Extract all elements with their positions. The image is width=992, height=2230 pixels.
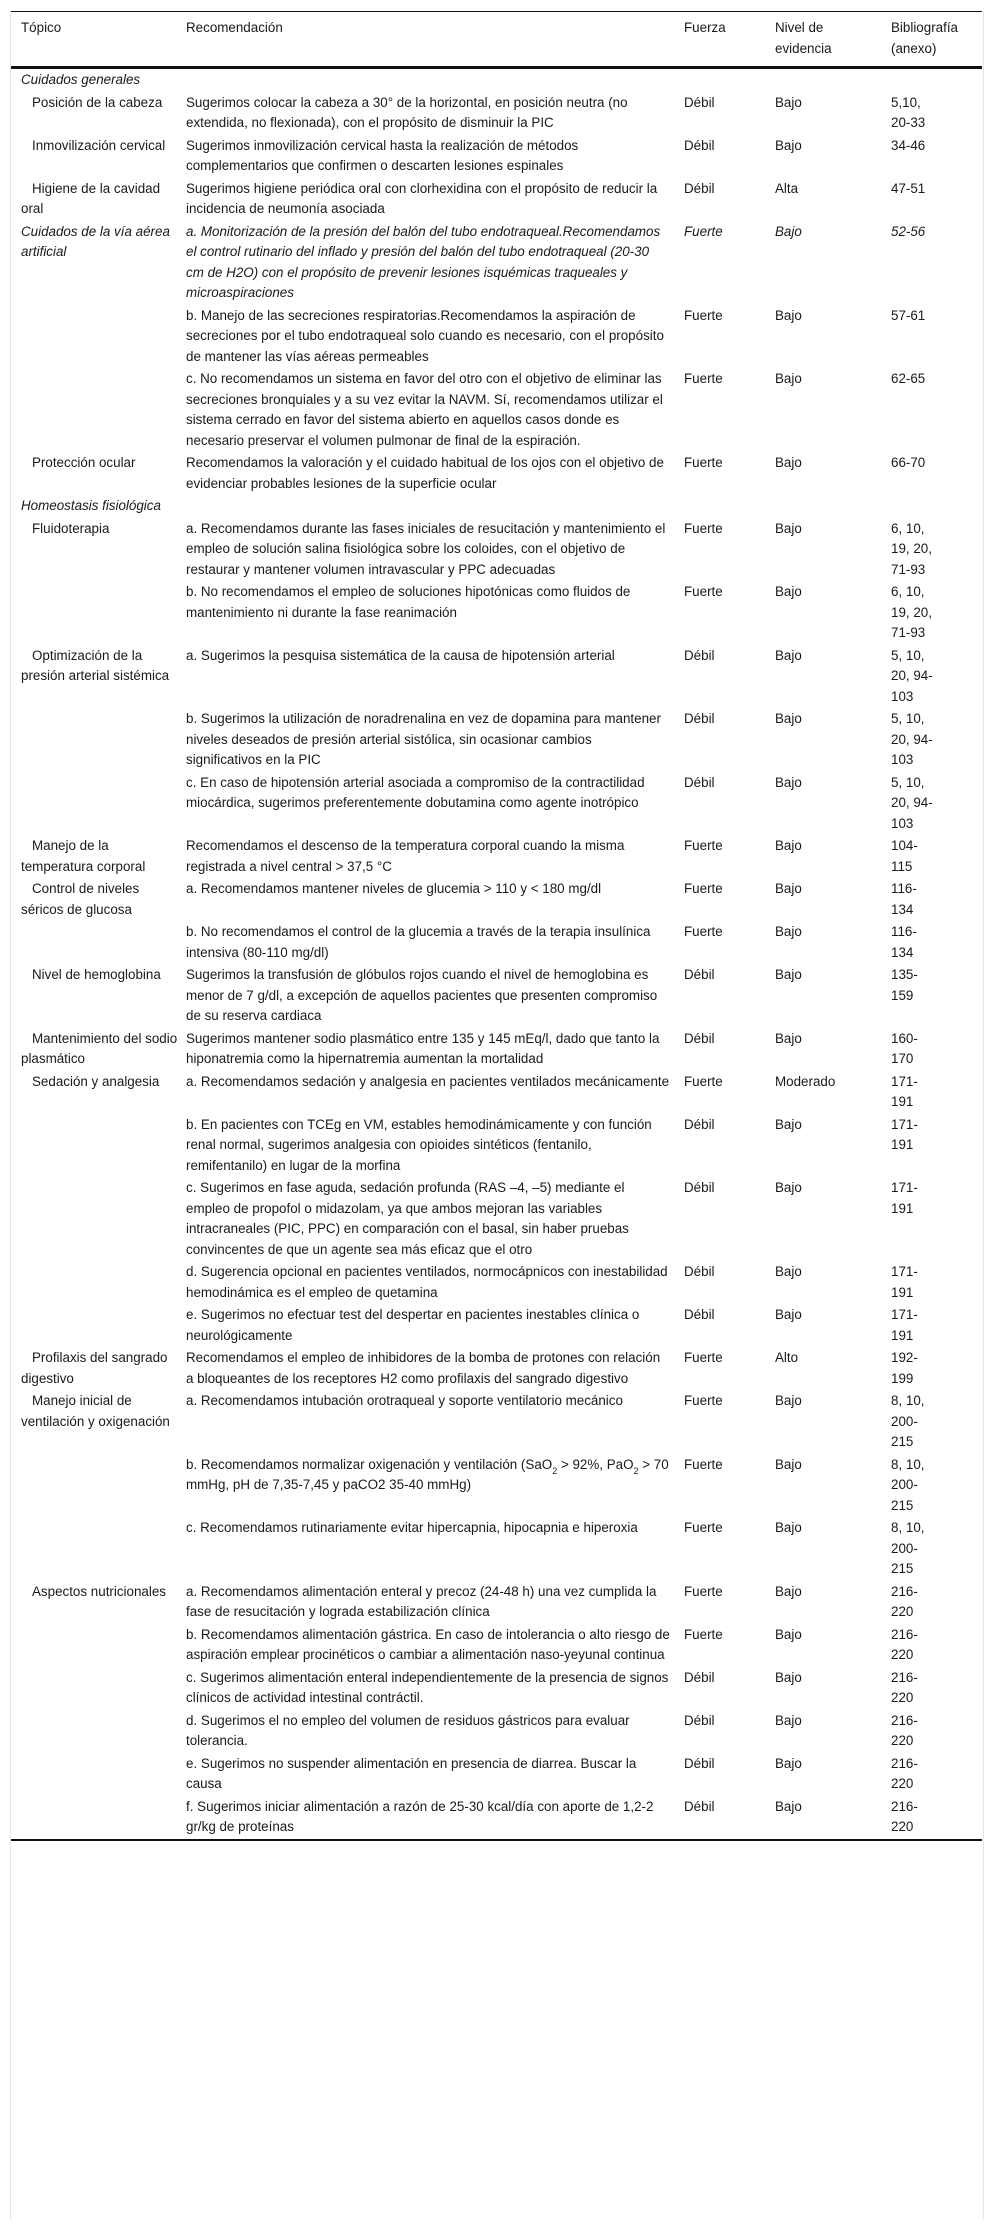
cell-recommendation (186, 1667, 684, 1710)
cell-recommendation (186, 964, 684, 1028)
cell-strength: Débil (684, 1264, 715, 1279)
cell-topic (11, 964, 186, 1028)
cell-evidence: Bajo (775, 1030, 802, 1046)
header-recommendation: Recomendación (186, 20, 283, 35)
cell-bibliography (891, 708, 982, 772)
table-row (11, 368, 982, 452)
cell-recommendation (186, 1114, 684, 1178)
bibliography-refs: 8, 10, 200-215 (891, 1520, 925, 1576)
recommendation-text: Sugerimos la transfusión de glóbulos rojos cuando el nivel de hemoglobina es menor de 7 g/dl, a excepción de aquellos pacientes que presenten compromiso de su reserva cardiaca (186, 967, 658, 1023)
cell-recommendation (186, 178, 684, 221)
cell-bibliography (891, 368, 982, 452)
section-title: Cuidados generales (21, 72, 141, 87)
table-row (11, 1390, 982, 1454)
topic-label: Aspectos nutricionales (32, 1583, 166, 1599)
bibliography-refs: 171-191 (891, 1264, 918, 1300)
cell-evidence: Bajo (775, 1180, 802, 1195)
cell-recommendation (186, 772, 684, 836)
recommendation-text: a. Recomendamos mantener niveles de glucemia > 110 y < 180 mg/dl (186, 881, 602, 896)
cell-evidence: Bajo (775, 223, 802, 239)
recommendation-text: Sugerimos colocar la cabeza a 30° de la horizontal, en posición neutra (no extendida, no flexionada), con el propósito de disminuir la PIC (186, 94, 628, 130)
table-row (11, 1667, 982, 1710)
cell-evidence: Bajo (775, 584, 802, 599)
table-row (11, 452, 982, 495)
cell-topic (11, 772, 186, 836)
cell-recommendation (186, 835, 684, 878)
table-body (11, 68, 982, 1840)
cell-bibliography (891, 1347, 982, 1390)
cell-bibliography (891, 1753, 982, 1796)
recommendation-text: c. En caso de hipotensión arterial asociada a compromiso de la contractilidad miocárdica, sugerimos preferentemente dobutamina como agente inotrópico (186, 774, 645, 810)
cell-recommendation (186, 1624, 684, 1667)
cell-recommendation (186, 1390, 684, 1454)
bibliography-refs: 171-191 (891, 1307, 918, 1343)
cell-strength: Fuerte (684, 455, 723, 470)
cell-strength: Fuerte (684, 1393, 723, 1408)
cell-bibliography (891, 1304, 982, 1347)
cell-strength: Fuerte (684, 838, 723, 853)
cell-evidence: Bajo (775, 1712, 802, 1728)
bibliography-refs: 8, 10, 200-215 (891, 1456, 925, 1513)
cell-topic (11, 452, 186, 495)
cell-bibliography (891, 645, 982, 709)
recommendation-text: c. Recomendamos rutinariamente evitar hipercapnia, hipocapnia e hiperoxia (186, 1520, 638, 1535)
recommendation-text: Sugerimos inmovilización cervical hasta la realización de métodos complementarios que confirmen o descarten lesiones espinales (186, 137, 579, 173)
bibliography-refs: 52-56 (891, 223, 926, 239)
recommendation-text: c. No recomendamos un sistema en favor del otro con el objetivo de eliminar las secreciones bronquiales y a su vez evitar la NAVM. Sí, recomendamos utilizar el sistema cerrado en favor del sistema abierto en aquellos casos donde es necesario preservar el volumen pulmonar de final de la espiración. (186, 371, 663, 448)
recommendation-text: b. Recomendamos normalizar oxigenación y ventilación (SaO$_2$ > 92%, PaO$_2$ > 70 mmHg, pH de 7,35-7,45 y paCO2 35-40 mmHg) (186, 1456, 669, 1492)
cell-bibliography (891, 518, 982, 582)
cell-bibliography (891, 1454, 982, 1518)
cell-bibliography (891, 1028, 982, 1071)
bibliography-refs: 160-170 (891, 1030, 918, 1066)
cell-evidence: Bajo (775, 967, 802, 982)
bibliography-refs: 216-220 (891, 1798, 918, 1834)
cell-topic (11, 1304, 186, 1347)
cell-recommendation (186, 135, 684, 178)
cell-bibliography (891, 1796, 982, 1840)
cell-strength: Fuerte (684, 1350, 723, 1365)
cell-topic (11, 495, 186, 518)
cell-evidence: Bajo (775, 1393, 802, 1408)
bibliography-refs: 171-191 (891, 1116, 918, 1152)
recommendation-text: a. Sugerimos la pesquisa sistemática de la causa de hipotensión arterial (186, 647, 615, 663)
section-row (11, 221, 982, 305)
topic-label: Manejo de la temperatura corporal (21, 838, 146, 874)
bibliography-refs: 47-51 (891, 180, 926, 196)
table-row (11, 772, 982, 836)
cell-evidence: Bajo (775, 1755, 802, 1771)
table-row (11, 708, 982, 772)
cell-recommendation (186, 708, 684, 772)
cell-recommendation (186, 1581, 684, 1624)
cell-bibliography (891, 135, 982, 178)
bibliography-refs: 104-115 (891, 838, 918, 874)
bibliography-refs: 116-134 (891, 881, 917, 917)
header-evidence (775, 12, 891, 68)
cell-topic (11, 645, 186, 709)
cell-evidence: Bajo (775, 647, 802, 663)
recommendation-text: a. Recomendamos alimentación enteral y precoz (24-48 h) una vez cumplida la fase de resucitación y lograda estabilización clínica (186, 1583, 657, 1619)
cell-strength: Débil (684, 180, 715, 196)
cell-bibliography (891, 1667, 982, 1710)
cell-topic (11, 1796, 186, 1840)
table-row (11, 1710, 982, 1753)
topic-label: Nivel de hemoglobina (32, 967, 161, 982)
recommendation-text: Recomendamos el descenso de la temperatura corporal cuando la misma registrada a nivel central > 37,5 °C (186, 838, 625, 874)
cell-topic (11, 708, 186, 772)
cell-strength: Fuerte (684, 1073, 723, 1089)
cell-strength: Fuerte (684, 924, 723, 939)
cell-recommendation (186, 1517, 684, 1581)
table-row (11, 305, 982, 369)
recommendation-text: c. Sugerimos alimentación enteral independientemente de la presencia de signos clínicos de actividad intestinal contráctil. (186, 1669, 669, 1705)
cell-evidence: Bajo (775, 94, 802, 110)
cell-evidence: Bajo (775, 838, 802, 853)
cell-strength: Fuerte (684, 307, 723, 323)
cell-strength: Fuerte (684, 1520, 723, 1535)
bibliography-refs: 57-61 (891, 307, 926, 323)
cell-bibliography (891, 178, 982, 221)
recommendation-text: b. No recomendamos el empleo de soluciones hipotónicas como fluidos de mantenimiento ni durante la fase reanimación (186, 584, 631, 620)
cell-evidence: Bajo (775, 1307, 802, 1322)
cell-topic (11, 368, 186, 452)
cell-bibliography (891, 1261, 982, 1304)
cell-strength: Débil (684, 1030, 715, 1046)
cell-topic (11, 1667, 186, 1710)
bibliography-refs: 8, 10, 200-215 (891, 1393, 925, 1449)
cell-topic (11, 305, 186, 369)
table-row (11, 964, 982, 1028)
recommendation-text: b. En pacientes con TCEg en VM, estables hemodinámicamente y con función renal normal, sugerimos analgesia con opioides sintéticos (fentanilo, remifentanilo) en lugar de la morfina (186, 1116, 652, 1173)
cell-strength (684, 68, 775, 92)
cell-bibliography (891, 921, 982, 964)
cell-strength (684, 495, 775, 518)
cell-recommendation (186, 878, 684, 921)
cell-recommendation (186, 368, 684, 452)
cell-bibliography (891, 1517, 982, 1581)
table-row (11, 921, 982, 964)
table-row (11, 518, 982, 582)
table-row (11, 1114, 982, 1178)
cell-evidence (775, 495, 891, 518)
topic-label: Inmovilización cervical (32, 137, 166, 153)
recommendation-text: d. Sugerencia opcional en pacientes ventilados, normocápnicos con inestabilidad hemodinámica es el empleo de quetamina (186, 1264, 668, 1300)
table-header (11, 12, 982, 68)
cell-recommendation (186, 581, 684, 645)
header-strength: Fuerza (684, 20, 726, 35)
table-row (11, 1071, 982, 1114)
cell-strength: Débil (684, 1712, 715, 1728)
topic-label: Protección ocular (32, 455, 136, 470)
cell-evidence: Alta (775, 180, 799, 196)
cell-evidence: Bajo (775, 711, 802, 726)
topic-label: Posición de la cabeza (32, 94, 163, 110)
cell-evidence: Bajo (775, 1264, 802, 1279)
recommendation-text: Sugerimos mantener sodio plasmático entre 135 y 145 mEq/l, dado que tanto la hiponatremia como la hipernatremia aumentan la mortalidad (186, 1030, 660, 1066)
table-row (11, 1581, 982, 1624)
bibliography-refs: 216-220 (891, 1712, 918, 1748)
cell-topic (11, 1517, 186, 1581)
bibliography-refs: 5, 10, 20, 94-103 (891, 711, 933, 767)
subscript-2: 2 (633, 1465, 639, 1476)
header-evidence-text: Nivel de evidencia (775, 20, 832, 56)
cell-topic (11, 878, 186, 921)
section-title: Cuidados de la vía aérea artificial (21, 223, 170, 259)
recommendation-text: c. Sugerimos en fase aguda, sedación profunda (RAS –4, –5) mediante el empleo de propofol o midazolam, ya que ambos mejoran las variables intracraneales (PIC, PPC) en comparación con el basal, sin haber pruebas convincentes de que un agente sea más eficaz que el otro (186, 1180, 629, 1257)
cell-recommendation (186, 1261, 684, 1304)
cell-recommendation (186, 221, 684, 305)
cell-bibliography (891, 581, 982, 645)
cell-topic (11, 1347, 186, 1390)
cell-evidence: Bajo (775, 881, 802, 896)
section-row (11, 495, 982, 518)
cell-recommendation (186, 495, 684, 518)
cell-topic (11, 1177, 186, 1261)
cell-topic (11, 135, 186, 178)
cell-strength: Débil (684, 647, 715, 663)
cell-bibliography (891, 221, 982, 305)
recommendation-text: d. Sugerimos el no empleo del volumen de residuos gástricos para evaluar tolerancia. (186, 1712, 630, 1748)
cell-topic (11, 1261, 186, 1304)
cell-bibliography (891, 1390, 982, 1454)
topic-label: Control de niveles séricos de glucosa (21, 881, 140, 917)
cell-bibliography (891, 1581, 982, 1624)
cell-bibliography (891, 305, 982, 369)
recommendation-text: e. Sugerimos no efectuar test del despertar en pacientes inestables clínica o neurológicamente (186, 1307, 640, 1343)
cell-strength: Débil (684, 967, 715, 982)
cell-bibliography (891, 772, 982, 836)
cell-strength: Fuerte (684, 1626, 723, 1642)
bibliography-refs: 5,10, 20-33 (891, 94, 926, 130)
cell-recommendation (186, 452, 684, 495)
cell-topic (11, 178, 186, 221)
table-row (11, 178, 982, 221)
cell-strength: Fuerte (684, 520, 723, 536)
bibliography-refs: 216-220 (891, 1755, 918, 1791)
cell-bibliography (891, 1624, 982, 1667)
bibliography-refs: 62-65 (891, 371, 926, 386)
table-row (11, 1796, 982, 1840)
recommendation-text: f. Sugerimos iniciar alimentación a razón de 25-30 kcal/día con aporte de 1,2-2 gr/kg de proteínas (186, 1798, 654, 1834)
cell-strength: Débil (684, 1669, 715, 1685)
cell-evidence: Bajo (775, 455, 802, 470)
cell-recommendation (186, 1753, 684, 1796)
cell-bibliography (891, 495, 982, 518)
cell-recommendation (186, 1304, 684, 1347)
cell-strength: Débil (684, 94, 715, 110)
cell-bibliography (891, 835, 982, 878)
cell-topic (11, 835, 186, 878)
cell-evidence: Bajo (775, 520, 802, 536)
header-bibliography-text: Bibliografía (anexo) (891, 20, 958, 56)
bibliography-refs: 192-199 (891, 1350, 918, 1386)
bibliography-refs: 171-191 (891, 1180, 918, 1216)
section-row (11, 68, 982, 92)
cell-topic (11, 68, 186, 92)
cell-strength: Fuerte (684, 1456, 723, 1472)
cell-strength: Fuerte (684, 1583, 723, 1599)
cell-evidence: Bajo (775, 1583, 802, 1599)
cell-topic (11, 1624, 186, 1667)
cell-evidence: Moderado (775, 1073, 836, 1089)
header-topic: Tópico (21, 20, 62, 35)
bibliography-refs: 116-134 (891, 924, 917, 960)
table-row (11, 1753, 982, 1796)
table-row (11, 1177, 982, 1261)
cell-recommendation (186, 921, 684, 964)
section-title: Homeostasis fisiológica (21, 498, 161, 513)
cell-evidence: Bajo (775, 924, 802, 939)
topic-label: Manejo inicial de ventilación y oxigenación (21, 1393, 170, 1429)
bibliography-refs: 5, 10, 20, 94-103 (891, 647, 933, 704)
table-row (11, 835, 982, 878)
table-row (11, 645, 982, 709)
cell-recommendation (186, 1347, 684, 1390)
table-row (11, 1028, 982, 1071)
cell-topic (11, 1028, 186, 1071)
cell-evidence: Alto (775, 1350, 799, 1365)
bibliography-refs: 5, 10, 20, 94-103 (891, 774, 933, 831)
cell-strength: Fuerte (684, 584, 723, 599)
cell-topic (11, 1114, 186, 1178)
bibliography-refs: 66-70 (891, 455, 926, 470)
cell-topic (11, 1454, 186, 1518)
recommendation-text: b. No recomendamos el control de la glucemia a través de la terapia insulínica intensiva (80-110 mg/dl) (186, 924, 651, 960)
bibliography-refs: 216-220 (891, 1583, 918, 1619)
header-row (11, 12, 982, 68)
cell-topic (11, 518, 186, 582)
cell-evidence: Bajo (775, 1798, 802, 1814)
table-row (11, 1304, 982, 1347)
recommendation-text: a. Recomendamos sedación y analgesia en pacientes ventilados mecánicamente (186, 1073, 670, 1089)
cell-bibliography (891, 452, 982, 495)
cell-evidence: Bajo (775, 1669, 802, 1685)
cell-strength: Débil (684, 1116, 715, 1132)
table-row (11, 1261, 982, 1304)
bibliography-refs: 216-220 (891, 1669, 918, 1705)
table-row (11, 1347, 982, 1390)
bibliography-refs: 6, 10, 19, 20, 71-93 (891, 584, 932, 640)
recommendation-text: e. Sugerimos no suspender alimentación en presencia de diarrea. Buscar la causa (186, 1755, 637, 1791)
cell-recommendation (186, 1028, 684, 1071)
cell-bibliography (891, 1114, 982, 1178)
recommendation-text: a. Monitorización de la presión del balón del tubo endotraqueal.Recomendamos el control rutinario del inflado y presión del balón del tubo endotraqueal (20-30 cm de H2O) con el propósito de prevenir lesiones isquémicas traqueales y microaspiraciones (186, 223, 661, 300)
recommendation-text: b. Manejo de las secreciones respiratorias.Recomendamos la aspiración de secreciones por el tubo endotraqueal solo cuando es necesario, con el propósito de mantener las vías aéreas permeables (186, 307, 664, 364)
recommendations-table (11, 11, 982, 1841)
recommendation-text: b. Recomendamos alimentación gástrica. En caso de intolerancia o alto riesgo de aspiración emplear procinéticos o cambiar a alimentación naso-yeyunal continua (186, 1626, 670, 1662)
cell-strength: Fuerte (684, 223, 723, 239)
cell-evidence: Bajo (775, 307, 802, 323)
bibliography-refs: 6, 10, 19, 20, 71-93 (891, 520, 932, 577)
cell-evidence: Bajo (775, 1626, 802, 1642)
cell-bibliography (891, 964, 982, 1028)
table-row (11, 1454, 982, 1518)
cell-evidence: Bajo (775, 1456, 802, 1472)
table-row (11, 878, 982, 921)
bibliography-refs: 135-159 (891, 967, 918, 1003)
topic-label: Higiene de la cavidad oral (21, 180, 161, 216)
topic-label: Mantenimiento del sodio plasmático (21, 1030, 178, 1066)
cell-recommendation (186, 1177, 684, 1261)
cell-topic (11, 92, 186, 135)
cell-bibliography (891, 1071, 982, 1114)
cell-strength: Fuerte (684, 881, 723, 896)
cell-recommendation (186, 1710, 684, 1753)
bibliography-refs: 34-46 (891, 137, 926, 153)
cell-recommendation (186, 518, 684, 582)
cell-recommendation (186, 1071, 684, 1114)
cell-evidence: Bajo (775, 774, 802, 790)
cell-topic (11, 221, 186, 305)
bibliography-refs: 171-191 (891, 1073, 918, 1109)
cell-recommendation (186, 1454, 684, 1518)
cell-topic (11, 1753, 186, 1796)
topic-label: Fluidoterapia (32, 520, 110, 536)
cell-recommendation (186, 645, 684, 709)
topic-label: Profilaxis del sangrado digestivo (21, 1350, 168, 1386)
cell-topic (11, 921, 186, 964)
recommendation-text: Sugerimos higiene periódica oral con clorhexidina con el propósito de reducir la incidencia de neumonía asociada (186, 180, 658, 216)
recommendation-text: Recomendamos el empleo de inhibidores de la bomba de protones con relación a bloqueantes de los receptores H2 como profilaxis del sangrado digestivo (186, 1350, 661, 1386)
cell-topic (11, 1390, 186, 1454)
cell-bibliography (891, 1710, 982, 1753)
table-row (11, 92, 982, 135)
cell-strength: Débil (684, 137, 715, 153)
cell-evidence (775, 68, 891, 92)
bibliography-refs: 216-220 (891, 1626, 918, 1662)
recommendation-text: Recomendamos la valoración y el cuidado habitual de los ojos con el objetivo de evidenciar probables lesiones de la superficie ocular (186, 455, 664, 491)
cell-evidence: Bajo (775, 137, 802, 153)
table-row (11, 135, 982, 178)
cell-topic (11, 1710, 186, 1753)
cell-evidence: Bajo (775, 1520, 802, 1535)
cell-bibliography (891, 878, 982, 921)
table-row (11, 581, 982, 645)
cell-strength: Débil (684, 1180, 715, 1195)
cell-evidence: Bajo (775, 1116, 802, 1132)
subscript-2: 2 (552, 1465, 558, 1476)
cell-topic (11, 1071, 186, 1114)
cell-recommendation (186, 92, 684, 135)
cell-bibliography (891, 92, 982, 135)
cell-strength: Débil (684, 711, 715, 726)
cell-strength: Débil (684, 1755, 715, 1771)
cell-recommendation (186, 1796, 684, 1840)
cell-strength: Débil (684, 1307, 715, 1322)
cell-evidence: Bajo (775, 371, 802, 386)
table-row (11, 1517, 982, 1581)
cell-topic (11, 1581, 186, 1624)
topic-label: Sedación y analgesia (32, 1073, 160, 1089)
cell-bibliography (891, 68, 982, 92)
recommendation-text: a. Recomendamos durante las fases iniciales de resucitación y mantenimiento el empleo de solución salina fisiológica sobre los coloides, con el objetivo de restaurar y mantener volumen intravascular y PPC adecuadas (186, 520, 666, 577)
cell-recommendation (186, 305, 684, 369)
recommendation-text: b. Sugerimos la utilización de noradrenalina en vez de dopamina para mantener niveles deseados de presión arterial sistólica, sin ocasionar cambios significativos en la PIC (186, 711, 661, 767)
cell-strength: Débil (684, 1798, 715, 1814)
cell-bibliography (891, 1177, 982, 1261)
recommendation-text: a. Recomendamos intubación orotraqueal y soporte ventilatorio mecánico (186, 1393, 623, 1408)
cell-strength: Fuerte (684, 371, 723, 386)
cell-topic (11, 581, 186, 645)
cell-strength: Débil (684, 774, 715, 790)
cell-recommendation (186, 68, 684, 92)
topic-label: Optimización de la presión arterial sistémica (21, 647, 170, 683)
table-row (11, 1624, 982, 1667)
header-bibliography (891, 12, 982, 68)
